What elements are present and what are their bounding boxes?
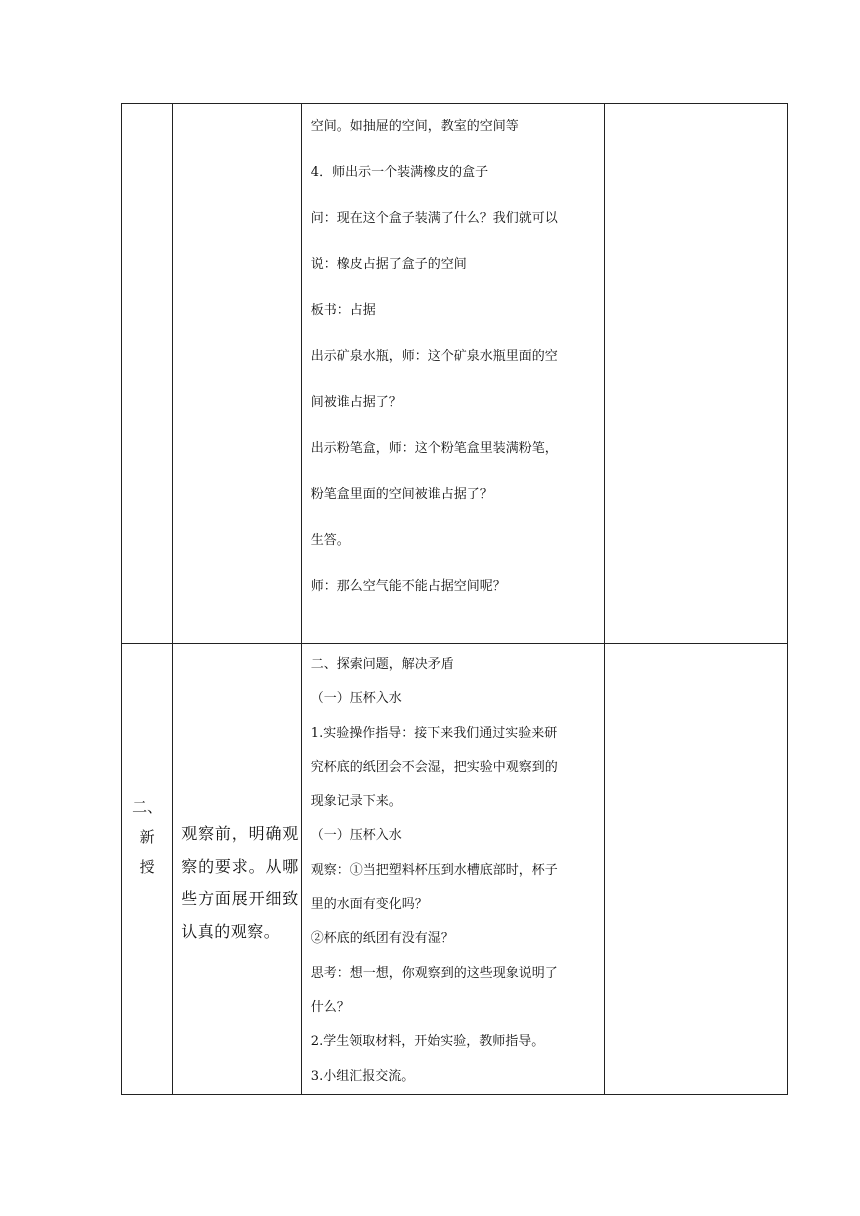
intent-cell bbox=[173, 104, 302, 644]
activity-line: 出示粉笔盒，师：这个粉笔盒里装满粉笔， bbox=[310, 441, 558, 456]
activity-line: 间被谁占据了？ bbox=[310, 395, 402, 410]
activity-line: 2.学生领取材料，开始实验，教师指导。 bbox=[310, 1034, 545, 1050]
intent-cell bbox=[173, 644, 302, 1095]
observation-text: 观察前，明确观察的要求。从哪些方面展开细致认真的观察。 bbox=[181, 824, 299, 941]
notes-cell bbox=[605, 644, 788, 1095]
activity-line: 1.实验操作指导：接下来我们通过实验来研 bbox=[310, 725, 558, 741]
activity-lines bbox=[302, 104, 604, 610]
stage-label bbox=[122, 644, 172, 882]
activity-cell bbox=[301, 644, 604, 1095]
activity-line: 现象记录下来。 bbox=[310, 794, 402, 810]
activity-line: 二、探索问题，解决矛盾 bbox=[310, 657, 454, 672]
activity-line: 说：橡皮占据了盒子的空间 bbox=[310, 257, 467, 272]
table-row-continuation bbox=[122, 104, 788, 644]
activity-line: 观察：①当把塑料杯压到水槽底部时，杯子 bbox=[310, 862, 558, 878]
activity-line: （一）压杯入水 bbox=[310, 691, 402, 707]
notes-cell bbox=[605, 104, 788, 644]
lesson-plan-table bbox=[121, 103, 788, 1095]
activity-line: 生答。 bbox=[310, 533, 350, 548]
stage-cell bbox=[122, 644, 173, 1095]
activity-line: 问：现在这个盒子装满了什么？我们就可以 bbox=[310, 211, 558, 226]
activity-line: 究杯底的纸团会不会湿，把实验中观察到的 bbox=[310, 759, 558, 775]
activity-line: 里的水面有变化吗？ bbox=[310, 897, 428, 913]
stage-char: 二、 bbox=[132, 798, 163, 816]
activity-lines bbox=[302, 644, 604, 1094]
activity-line: 空间。如抽屉的空间，教室的空间等 bbox=[310, 119, 519, 134]
table-row-new-lesson bbox=[122, 644, 788, 1095]
activity-line: 板书：占据 bbox=[310, 303, 376, 318]
activity-line: 出示矿泉水瓶，师：这个矿泉水瓶里面的空 bbox=[310, 349, 558, 364]
activity-line: （一）压杯入水 bbox=[310, 828, 402, 844]
activity-line: 3.小组汇报交流。 bbox=[310, 1068, 415, 1084]
stage-cell bbox=[122, 104, 173, 644]
activity-line: 什么？ bbox=[310, 999, 350, 1015]
activity-line: 师：那么空气能不能占据空间呢？ bbox=[310, 579, 506, 594]
activity-line: 粉笔盒里面的空间被谁占据了？ bbox=[310, 487, 493, 502]
stage-char: 授 bbox=[139, 858, 155, 876]
activity-line: ②杯底的纸团有没有湿？ bbox=[310, 931, 454, 947]
activity-line: 思考：想一想，你观察到的这些现象说明了 bbox=[310, 965, 558, 981]
stage-char: 新 bbox=[139, 828, 155, 846]
activity-line: 4．师出示一个装满橡皮的盒子 bbox=[310, 165, 489, 180]
activity-cell bbox=[301, 104, 604, 644]
